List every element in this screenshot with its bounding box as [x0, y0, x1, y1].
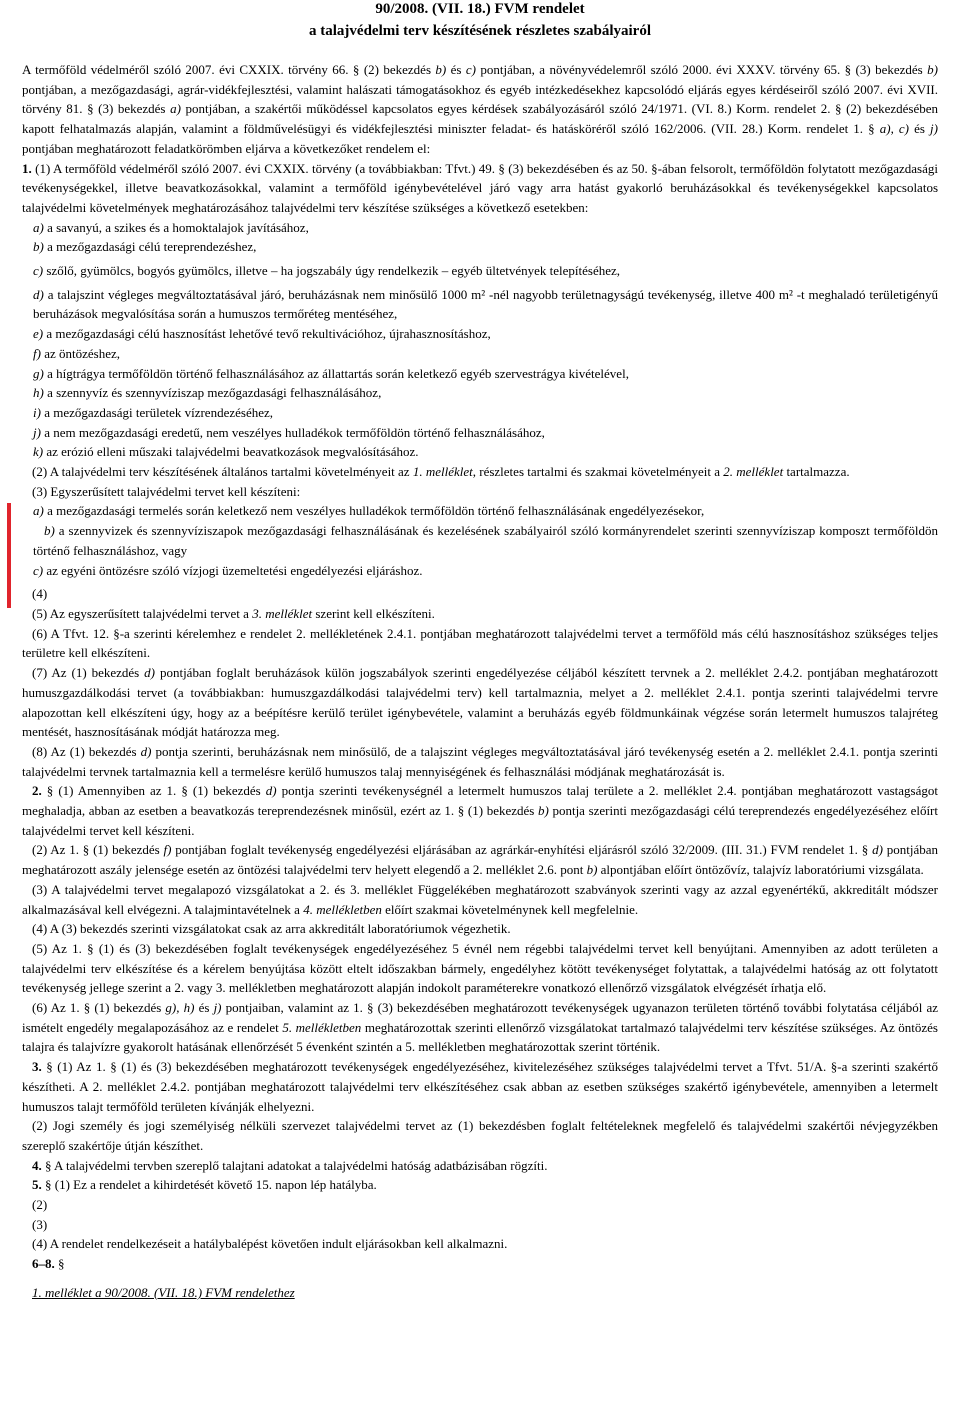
section-1-para-6: (6) A Tfvt. 12. §-a szerinti kérelemhez e rendelet 2. mellékletének 2.4.1. pontjában meghatározott talajvédelmi tervet a termőföld más célú hasznosításhoz szükséges teljes területre kell elkészíteni. — [22, 625, 938, 661]
list-item: c) szőlő, gyümölcs, bogyós gyümölcs, illetve – ha jogszabály úgy rendelkezik – egyéb ültetvények telepítéséhez, — [33, 263, 621, 279]
document-subtitle: a talajvédelmi terv készítésének részletes szabályairól — [309, 23, 651, 39]
section-1-para-1: 1. (1) A termőföld védelméről szóló 2007. évi CXXIX. törvény (a továbbiakban: Tfvt.) 49. § (3) bekezdésében és az 50. §-ában felsorolt, termőföldön folytatott mezőgazdasági tevékenységekkel, illetve beavatkozásokkal, valamint a termőföld igénybevételével járó vagy arra hatást gyakorló beruházásokkal és tevékenységekkel kapcsolatos talajvédelmi követelmények meghatározásához talajvédelmi terv készítése szükséges a következő esetekben: — [22, 160, 938, 215]
section-1-para-3-list — [22, 501, 938, 580]
section-2-para-1: 2. § (1) Amennyiben az 1. § (1) bekezdés d) pontja szerinti tevékenységnél a letermelt humuszos talaj területe a 2. melléklet 2.4. pontjában meghatározott vastagságot meghaladja, abban az esetben a beavatkozás tereprendezésnek minősül, ezért az 1. § (1) bekezdés b) pontja szerinti mezőgazdasági célú tereprendezés engedélyezéséhez előírt talajvédelmi tervet kell készíteni. — [22, 783, 938, 838]
section-2-para-3: (3) A talajvédelmi tervet megalapozó vizsgálatokat a 2. és 3. melléklet Függelékében meghatározott szabványok szerinti vagy az azzal egyenértékű, akkreditált módszer alkalmazásával kell elvégezni. A talajmintavételnek a 4. mellékletben előírt szakmai követelménynek kell megfelelnie. — [22, 881, 938, 917]
section-1-para-2: (2) A talajvédelmi terv készítésének általános tartalmi követelményeit az 1. melléklet, részletes tartalmi és szakmai követelményeit a 2. melléklet tartalmazza. — [32, 464, 850, 480]
list-item: b) a mezőgazdasági célú tereprendezéshez, — [33, 239, 257, 255]
section-6-8: 6–8. § — [32, 1256, 65, 1272]
section-number: 6–8. — [32, 1256, 55, 1272]
list-item: h) a szennyvíz és szennyvíziszap mezőgazdasági felhasználásához, — [33, 385, 382, 401]
section-1-para-4: (4) — [32, 586, 48, 602]
section-1-list — [22, 218, 938, 462]
section-1-para-5: (5) Az egyszerűsített talajvédelmi tervet a 3. melléklet szerint kell elkészíteni. — [32, 605, 435, 621]
section-3-para-1: 3. § (1) Az 1. § (1) és (3) bekezdésében meghatározott tevékenységek engedélyezéséhez, kivitelezéséhez szükséges talajvédelmi tervet a Tfvt. 51/A. §-a szerinti szakértő készítheti. A 2. melléklet 2.4.2. pontjában meghatározott talajvédelmi terv elkészítéséhez csak abban az esetben szükséges szakértő igénybevétele, amennyiben a letermelt humuszos talajt termőföld területen kívánják elhelyezni. — [22, 1059, 938, 1114]
list-item: a) a savanyú, a szikes és a homoktalajok javításához, — [33, 219, 309, 235]
list-item: j) a nem mezőgazdasági eredetű, nem veszélyes hulladékok termőföldön történő felhasználásához, — [33, 424, 545, 440]
section-number: 1. — [22, 160, 32, 176]
list-item: k) az erózió elleni műszaki talajvédelmi beavatkozások megvalósításához. — [33, 444, 419, 460]
section-2-para-6: (6) Az 1. § (1) bekezdés g), h) és j) pontjaiban, valamint az 1. § (3) bekezdésében meghatározott tevékenységek ugyanazon területen történő további folytatása céljából az ismételt engedély megalapozásához az e rendelet 5. mellékletben meghatározottak szerinti ellenőrző vizsgálatokat tartalmazó talajvédelmi terv készítése szükséges. Az öntözés talajra és talajvízre gyakorolt hatásának ellenőrzését 5 évenként szintén a 5. mellékletben meghatározottak szerint történik. — [22, 1000, 938, 1055]
list-item: g) a hígtrágya termőföldön történő felhasználásához az állattartás során keletkező egyéb szervestrágya kivételével, — [33, 365, 629, 381]
list-item: c) az egyéni öntözésre szóló vízjogi üzemeltetési engedélyezési eljáráshoz. — [33, 562, 423, 578]
section-5-para-3: (3) — [32, 1216, 48, 1232]
section-2-para-5: (5) Az 1. § (1) és (3) bekezdésében foglalt tevékenységek engedélyezéséhez 5 évnél nem régebbi talajvédelmi tervet kell benyújtani. Amennyiben az adott területen a talajvédelmi terv elkészítése és a kérelem benyújtása között eltelt időszakban bármely, engedélyhez kötött tevékenységet folytattak, a talajvédelmi hatóság az ott folytatott tevékenység jellege szerint a 2. vagy 3. mellékletben meghatározott alapján indokolt paraméterekre vonatkozó ellenőrző vizsgálatok elvégzését írhatja elő. — [22, 940, 938, 996]
section-1-para-3: (3) Egyszerűsített talajvédelmi tervet kell készíteni: — [32, 483, 301, 499]
list-item: b) a szennyvizek és szennyvíziszapok mezőgazdasági felhasználásának és kezelésének szabályairól szóló kormányrendelet szerinti szennyvíziszap komposzt termőföldön történő felhasználáshoz, vagy — [33, 523, 938, 558]
section-5-para-4: (4) A rendelet rendelkezéseit a hatálybalépést követően indult eljárásokban kell alkalmazni. — [32, 1236, 508, 1252]
section-4-para-1: 4. § A talajvédelmi tervben szereplő talajtani adatokat a talajvédelmi hatóság adatbázisában rögzíti. — [32, 1157, 548, 1173]
section-2-para-2: (2) Az 1. § (1) bekezdés f) pontjában foglalt tevékenység engedélyezési eljárásában az agrárkár-enyhítési eljárásról szóló 32/2009. (III. 31.) FVM rendelet 1. § d) pontjában meghatározott aszály jelensége esetén az öntözési talajvédelmi terv helyett elegendő a 2. melléklet 2.6. pont b) alpontjában előírt öntözővíz, talajvíz laboratóriumi vizsgálata. — [22, 842, 938, 878]
list-item: a) a mezőgazdasági termelés során keletkező nem veszélyes hulladékok termőföldön történő felhasználásának engedélyezésekor, — [33, 503, 705, 519]
section-number: 4. — [32, 1157, 42, 1173]
list-item: f) az öntözéshez, — [33, 345, 120, 361]
change-marker — [7, 503, 11, 608]
section-1-para-8: (8) Az (1) bekezdés d) pontja szerinti, beruházásnak nem minősülő, de a talajszint végleges megváltoztatásával járó tevékenység esetén a 2. melléklet 2.4.1. pontja szerinti talajvédelmi tervnek tartalmaznia kell a termelésre kerülő humuszos talaj mennyiségének és felhasználási módjának meghatározását is. — [22, 743, 938, 779]
document-body — [22, 60, 938, 1303]
section-1-para-7: (7) Az (1) bekezdés d) pontjában foglalt beruházások külön jogszabályok szerinti engedélyezése céljából készített tervnek a 2. melléklet 2.4.2. pontjában meghatározott humuszgazdálkodási tervet (a továbbiakban: humuszgazdálkodási talajvédelmi terv) kell tartalmaznia, melyet a 2. melléklet 2.4.1. pontja szerinti talajvédelmi tervre alapozottan kell elkészíteni úgy, hogy az a beépítésre kerülő terület igénybevétele, valamint a beruházás egyéb földmunkáinak végzése során letermelt humuszos talajréteg mentését, hasznosításának módját határozza meg. — [22, 665, 938, 740]
list-item: e) a mezőgazdasági célú hasznosítást lehetővé tevő rekultivációhoz, újrahasznosításhoz, — [33, 326, 491, 342]
annex-1-link[interactable]: 1. melléklet a 90/2008. (VII. 18.) FVM rendelethez — [32, 1284, 295, 1300]
section-number: 2. — [32, 783, 42, 799]
annex-link-paragraph — [22, 1283, 938, 1303]
preamble: A termőföld védelméről szóló 2007. évi CXXIX. törvény 66. § (2) bekezdés b) és c) pontjában, a növényvédelemről szóló 2000. évi XXXV. törvény 65. § (3) bekezdés b) pontjában, a mezőgazdasági, agrár-vidékfejlesztési, valamint halászati támogatásokhoz és egyéb intézkedésekhez kapcsolódó eljárás egyes kérdéseiről szóló 2007. évi XVII. törvény 81. § (3) bekezdés a) pontjában, a szakértői működéssel kapcsolatos egyes kérdések szabályozásáról szóló 24/1971. (VI. 8.) Korm. rendelet 2. § (2) bekezdésében kapott felhatalmazás alapján, valamint a földművelésügyi és vidékfejlesztési miniszter feladat- és hatásköréről szóló 162/2006. (VII. 28.) Korm. rendelet 1. § a), c) és j) pontjában meghatározott feladatkörömben eljárva a következőket rendelem el: — [22, 62, 938, 156]
document-title: 90/2008. (VII. 18.) FVM rendelet — [375, 1, 585, 17]
section-number: 3. — [32, 1059, 42, 1075]
section-3-para-2: (2) Jogi személy és jogi személyiség nélküli szervezet talajvédelmi tervet az (1) bekezdésben foglalt feltételeknek megfelelő és talajvédelmi szakértői névjegyzékben szereplő szakértője útján készíthet. — [22, 1118, 938, 1153]
list-item: i) a mezőgazdasági területek vízrendezéséhez, — [33, 404, 274, 420]
section-5-para-2: (2) — [32, 1197, 48, 1213]
section-2-para-4: (4) A (3) bekezdés szerinti vizsgálatokat csak az arra akkreditált laboratóriumok végezhetik. — [32, 921, 511, 937]
list-item: d) a talajszint végleges megváltoztatásával járó, beruházásnak nem minősülő 1000 m² -nél nagyobb területnagyságú tevékenység, illetve 400 m² -t meghaladó területigényű beruházások megvalósítása során a humuszos termőréteg mentéséhez, — [33, 286, 938, 322]
section-number: 5. — [32, 1177, 42, 1193]
section-5-para-1: 5. § (1) Ez a rendelet a kihirdetését követő 15. napon lép hatályba. — [32, 1177, 377, 1193]
